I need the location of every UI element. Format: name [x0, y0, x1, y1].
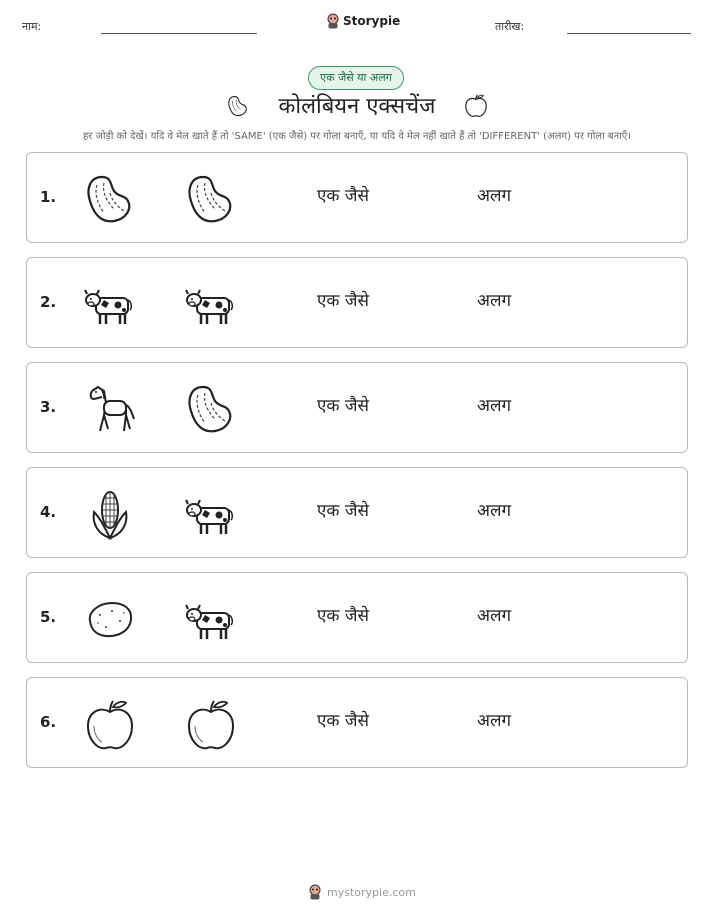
question-number: 2.: [40, 293, 57, 311]
option-same[interactable]: एक जैसे: [317, 606, 369, 626]
option-same[interactable]: एक जैसे: [317, 186, 369, 206]
potato-icon: [82, 591, 138, 647]
question-number: 4.: [40, 503, 57, 521]
apple-icon: [82, 696, 138, 752]
question-number: 5.: [40, 608, 57, 626]
name-line[interactable]: [101, 33, 257, 34]
storypie-mascot-icon: [307, 884, 323, 900]
horse-icon: [82, 381, 138, 437]
option-same[interactable]: एक जैसे: [317, 291, 369, 311]
cow-icon: [183, 276, 239, 332]
apple-icon: [463, 93, 489, 119]
option-same[interactable]: एक जैसे: [317, 501, 369, 521]
bean-icon: [82, 171, 138, 227]
worksheet-badge: एक जैसे या अलग: [308, 66, 404, 90]
question-row: [26, 572, 688, 663]
option-different[interactable]: अलग: [477, 606, 512, 626]
brand-name: Storypie: [343, 14, 401, 28]
bean-icon: [183, 171, 239, 227]
option-different[interactable]: अलग: [477, 396, 512, 416]
corn-icon: [82, 486, 138, 542]
option-different[interactable]: अलग: [477, 186, 512, 206]
bean-icon: [183, 381, 239, 437]
option-same[interactable]: एक जैसे: [317, 711, 369, 731]
instructions: हर जोड़ी को देखें। यदि वे मेल खाते हैं तो 'SAME' (एक जैसे) पर गोला बनाएँ, या यदि वे मेल नहीं खाते हैं तो 'DIFFERENT' (अलग) पर गोला बनाएँ।: [82, 131, 632, 142]
brand-logo: [326, 13, 400, 29]
name-label: नाम:: [22, 20, 42, 33]
option-different[interactable]: अलग: [477, 711, 512, 731]
question-number: 3.: [40, 398, 57, 416]
question-row: [26, 467, 688, 558]
storypie-mascot-icon: [326, 13, 340, 29]
date-line[interactable]: [567, 33, 691, 34]
option-same[interactable]: एक जैसे: [317, 396, 369, 416]
option-different[interactable]: अलग: [477, 501, 512, 521]
date-label: तारीख:: [495, 20, 525, 33]
option-different[interactable]: अलग: [477, 291, 512, 311]
footer: [307, 884, 416, 900]
cow-icon: [183, 591, 239, 647]
page-title: कोलंबियन एक्सचेंज: [278, 94, 436, 119]
cow-icon: [82, 276, 138, 332]
question-number: 1.: [40, 188, 57, 206]
question-row: [26, 152, 688, 243]
question-row: [26, 257, 688, 348]
question-row: [26, 677, 688, 768]
cow-icon: [183, 486, 239, 542]
footer-site: mystorypie.com: [327, 885, 416, 899]
question-number: 6.: [40, 713, 57, 731]
apple-icon: [183, 696, 239, 752]
question-row: [26, 362, 688, 453]
